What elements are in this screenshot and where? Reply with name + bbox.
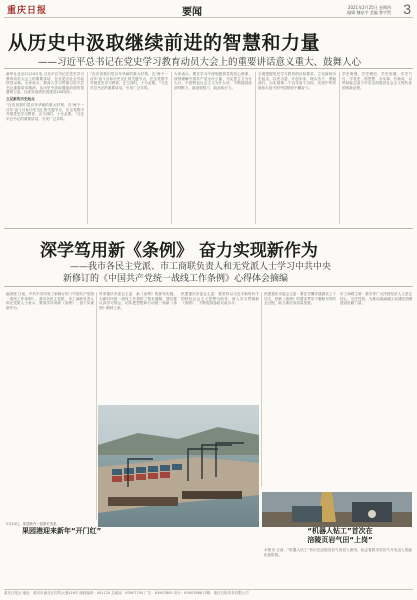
robot-driller-headline	[270, 527, 410, 545]
robot-article-body	[264, 548, 412, 588]
article-column	[342, 72, 412, 224]
port-headline: 果园港迎来新年“开门红”	[22, 527, 102, 535]
article-column	[181, 292, 259, 400]
article-text: “在庆祝我们党百年华诞的重大时刻，在‘两个一百年’奋斗目标历史交汇的关键节点，在全党集中开展党史学习教育，正当其时，十分必要。”习近平总书记的重要讲话，引发广泛共鸣。	[90, 72, 168, 90]
column-rule	[261, 292, 262, 487]
issue-editors: 编辑 魏星宇 美编 曾宇然	[347, 10, 391, 15]
article-column	[6, 72, 84, 224]
divider	[4, 286, 413, 287]
article-text: 新华社北京2月24日电 习近平总书记在党史学习教育动员大会上的重要讲话，在全党全社会引起热烈反响。大家表示，要深入学习贯彻习近平总书记重要讲话精神，从历史中汲取继续前进的智慧和力量，以优异成绩庆祝建党100周年。	[6, 72, 84, 94]
article-column	[6, 292, 94, 520]
article-column	[264, 292, 336, 487]
article-column	[90, 72, 168, 224]
masthead	[4, 3, 413, 18]
column-rule	[96, 292, 97, 520]
article-text: 民盟重庆市委会主委：要坚持以习近平新时代中国特色社会主义思想为指导，深入学习贯彻新《条例》，不断提高参政议政水平。	[181, 292, 259, 305]
article-text: 编者按 日前，中共中央印发了新修订的《中国共产党统一战线工作条例》。我市各民主党派、市工商联负责人和无党派人士表示，要深学笃用新《条例》，奋力实现新作为。	[6, 292, 94, 310]
divider	[4, 68, 413, 69]
article-text: 民建重庆市委会主委：要在学懂弄通做实上下功夫，把新《条例》的要求贯穿于履职尽责的全过程，助力重庆高质量发展。	[264, 292, 336, 305]
article-text: 全面把握党史学习教育的目标要求，立足新的历史起点，以史为鉴、开创未来，埋头苦干、勇毅前行，为实现第二个百年奋斗目标、实现中华民族伟大复兴的中国梦而不懈奋斗。	[258, 72, 336, 90]
lead-subheadline: ——习近平总书记在党史学习教育动员大会上的重要讲话意义重大、鼓舞人心	[38, 57, 362, 68]
drilling-photo-image	[262, 492, 412, 527]
second-subheadline-2: 新修订的《中国共产党统一战线工作条例》心得体会摘编	[63, 274, 289, 284]
article-text: 市工商联主席：要引导广大民营经济人士坚定信心、守法经营，为推动成渝地区双城经济圈建设贡献力量。	[340, 292, 412, 305]
article-text: 本报讯 日前，“机器人钻工”首次在涪陵页岩气田投入使用，标志着我市页岩气开发迈入智能化新阶段。	[264, 548, 412, 557]
robot-headline-line-1: “机器人钻工”首次在	[307, 527, 373, 535]
column-rule	[255, 72, 256, 224]
article-text: 民革重庆市委会主委：新《条例》的颁布实施，为新时代统一战线工作提供了根本遵循，我们要认真学习领会，切实把思想和行动统一到新《条例》精神上来。	[99, 292, 177, 310]
robot-headline-line-2: 涪陵页岩气田“上岗”	[307, 536, 373, 544]
page-number: 3	[403, 1, 411, 17]
second-subheadline-1: ——我市各民主党派、市工商联负责人和无党派人士学习中共中央	[70, 262, 332, 272]
lead-headline: 从历史中汲取继续前进的智慧和力量	[8, 32, 321, 54]
column-rule	[87, 72, 88, 224]
column-rule	[171, 72, 172, 224]
article-text: 大家表示，要在学习中深刻感悟党的初心使命，深刻理解中国共产党为什么能、马克思主义为什么行、中国特色社会主义为什么好，不断提高政治判断力、政治领悟力、政治执行力。	[174, 72, 252, 90]
article-text: 学史明理、学史增信、学史崇德、学史力行，学党史、悟思想、办实事、开新局，以昂扬姿态奋力开启全面建设社会主义现代化国家新征程。	[342, 72, 412, 90]
article-text: “在庆祝我们党百年华诞的重大时刻，在‘两个一百年’奋斗目标历史交汇的关键节点，在全党集中开展党史学习教育，正当其时，十分必要。”习近平总书记的重要讲话，引发广泛共鸣。	[6, 103, 84, 121]
issue-meta	[347, 5, 391, 15]
second-headline: 深学笃用新《条例》 奋力实现新作为	[40, 241, 318, 261]
page-footer: 重庆日报社 地址：重庆市渝北区同茂大道416号 邮政编码：401120 总编室：63907700 广告：63907800 发行：63907888 印刷：重庆日报印务有限公司	[4, 589, 413, 598]
article-column	[174, 72, 252, 224]
article-column	[99, 292, 177, 400]
issue-date: 2021年2月25日 星期四	[347, 5, 391, 10]
article-column	[340, 292, 412, 487]
newspaper-logo: 重庆日报	[7, 6, 48, 16]
port-photo-image	[98, 405, 259, 527]
divider	[4, 228, 413, 229]
article-column	[258, 72, 336, 224]
article-subhead: 立足新的历史起点	[6, 96, 35, 101]
drilling-photo	[262, 492, 412, 527]
section-title: 要闻	[182, 7, 202, 18]
column-rule	[339, 72, 340, 224]
photo-caption: 2月24日，果园港内一派繁忙景象。	[6, 522, 60, 526]
port-photo	[98, 405, 259, 527]
